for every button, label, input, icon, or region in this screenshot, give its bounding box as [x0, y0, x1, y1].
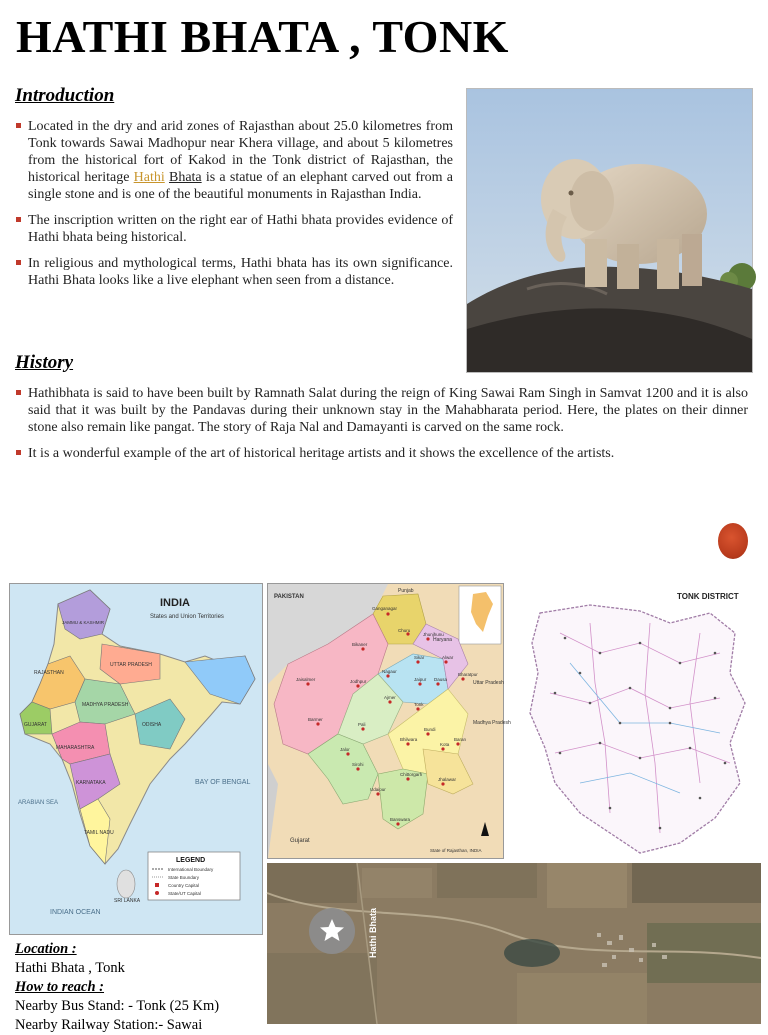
- city-label: Banswara: [390, 817, 411, 822]
- city-label: Alwar: [442, 655, 454, 660]
- city-label: Jhunjhunu: [423, 632, 444, 637]
- city-label: Jalor: [340, 747, 350, 752]
- city-label: Churu: [398, 628, 411, 633]
- state-label: MADHYA PRADESH: [82, 702, 129, 708]
- pakistan-label: PAKISTAN: [274, 594, 304, 600]
- paragraph-text: is a statue of an elephant carved out from a single stone and is one of the beautiful monuments in Rajasthan India.: [28, 170, 454, 202]
- state-label: RAJASTHAN: [34, 670, 64, 676]
- paragraph-text: The inscription written on the right ear of Hathi bhata provides evidence of Hathi bhata being historical.: [28, 213, 453, 245]
- city-label: Kota: [440, 742, 450, 747]
- bullet-marker: [16, 123, 21, 128]
- paragraph-text: It is a wonderful example of the art of historical heritage artists and it shows the excellence of the artists.: [28, 446, 615, 461]
- city-label: Ajmer: [384, 695, 396, 700]
- red-circle-icon: [718, 523, 748, 559]
- city-label: Sirohi: [352, 762, 364, 767]
- mp-label: Madhya Pradesh: [473, 720, 511, 726]
- city-label: Udaipur: [370, 787, 386, 792]
- list-item: [15, 445, 748, 462]
- legend-item: International Boundary: [168, 867, 214, 872]
- rajasthan-map: [267, 583, 511, 859]
- history-heading: History: [15, 352, 74, 373]
- state-label: SRI LANKA: [114, 898, 141, 904]
- introduction-heading: Introduction: [15, 85, 115, 106]
- india-map-title: INDIA: [160, 597, 190, 609]
- list-item: [15, 255, 453, 289]
- city-label: Dausa: [434, 677, 448, 682]
- tonk-map-title: TONK DISTRICT: [677, 592, 739, 601]
- city-label: Baran: [454, 737, 467, 742]
- india-map-subtitle: States and Union Territories: [150, 614, 224, 620]
- city-label: Nagaur: [382, 669, 397, 674]
- india-map: [9, 583, 263, 935]
- legend-title: LEGEND: [176, 857, 206, 864]
- tonk-district-map: [520, 583, 761, 857]
- city-label: Chittorgarh: [400, 772, 423, 777]
- state-label: KARNATAKA: [76, 780, 106, 786]
- map-footer-label: State of Rajasthan, INDIA: [430, 848, 482, 853]
- city-label: Bikaner: [352, 642, 368, 647]
- city-label: Pali: [358, 722, 366, 727]
- city-label: Jhalawar: [438, 777, 457, 782]
- list-item: [15, 118, 453, 203]
- state-label: UTTAR PRADESH: [110, 662, 152, 668]
- state-label: GUJARAT: [24, 722, 47, 728]
- paragraph-text: Hathibhata is said to have been built by Ramnath Salat during the reign of King Sawai Ram Singh in Samvat 1200 and it is also said that it was built by the Pandavas during their unknown stay in the Mahabharata period. Here, the plates on their dinner stone also remain like pangat. The story of Raja Nal and Damayanti is carved on the same rock.: [28, 386, 748, 435]
- bullet-marker: [16, 390, 21, 395]
- haryana-label: Haryana: [433, 637, 452, 643]
- city-label: Barmer: [308, 717, 323, 722]
- paragraph-text: In religious and mythological terms, Hathi bhata has its own significance. Hathi Bhata looks like a live elephant when seen from a distance.: [28, 256, 453, 288]
- punjab-label: Punjab: [398, 588, 414, 594]
- city-label: Jodhpur: [350, 679, 367, 684]
- marker-label: Hathi Bhata: [368, 907, 378, 958]
- satellite-map: [267, 863, 761, 1024]
- railway-text: Nearby Railway Station:- Sawai: [15, 1017, 203, 1033]
- history-list: [15, 385, 748, 471]
- sea-label: ARABIAN SEA: [18, 800, 59, 806]
- introduction-list: [15, 118, 453, 298]
- city-label: Bharatpur: [458, 672, 478, 677]
- up-label: Uttar Pradesh: [473, 680, 504, 686]
- legend-item: State Boundary: [168, 875, 200, 880]
- legend-item: State/UT Capital: [168, 891, 201, 896]
- legend-item: Country Capital: [168, 883, 200, 888]
- bay-label: BAY OF BENGAL: [195, 779, 251, 786]
- city-label: Sikar: [414, 655, 425, 660]
- list-item: [15, 385, 748, 436]
- bus-stand-text: Nearby Bus Stand: - Tonk (25 Km): [15, 998, 220, 1014]
- list-item: [15, 212, 453, 246]
- page-title: HATHI BHATA , TONK: [16, 11, 509, 62]
- ocean-label: INDIAN OCEAN: [50, 909, 101, 916]
- paragraph-text: Located in the dry and arid zones of Rajasthan about 25.0 kilometres from Tonk towards Sawai Madhopur near Khera village, and about 5 kilometres from the historical fort of Kakod in the Tonk district of Rajasthan, the historical heritage: [28, 119, 453, 185]
- bullet-marker: [16, 450, 21, 455]
- city-label: Ganganagar: [372, 606, 398, 611]
- state-label: MAHARASHTRA: [56, 745, 95, 751]
- state-label: ODISHA: [142, 722, 162, 728]
- hathi-link[interactable]: Hathi: [133, 170, 165, 185]
- bullet-marker: [16, 217, 21, 222]
- city-label: Bundi: [424, 727, 436, 732]
- how-to-reach-heading: How to reach :: [15, 979, 105, 995]
- location-value: Hathi Bhata , Tonk: [15, 960, 125, 976]
- location-info: [15, 940, 265, 1035]
- state-label: JAMMU & KASHMIR: [62, 620, 105, 625]
- gujarat-label: Gujarat: [290, 838, 310, 844]
- city-label: Jaisalmer: [296, 677, 316, 682]
- city-label: Bhilwara: [400, 737, 418, 742]
- city-label: Tonk: [414, 702, 424, 707]
- elephant-statue-photo: [466, 88, 753, 373]
- bhata-link[interactable]: Bhata: [168, 170, 202, 185]
- state-label: TAMIL NADU: [84, 830, 114, 836]
- location-heading: Location :: [15, 941, 77, 957]
- bullet-marker: [16, 260, 21, 265]
- city-label: Jaipur: [414, 677, 427, 682]
